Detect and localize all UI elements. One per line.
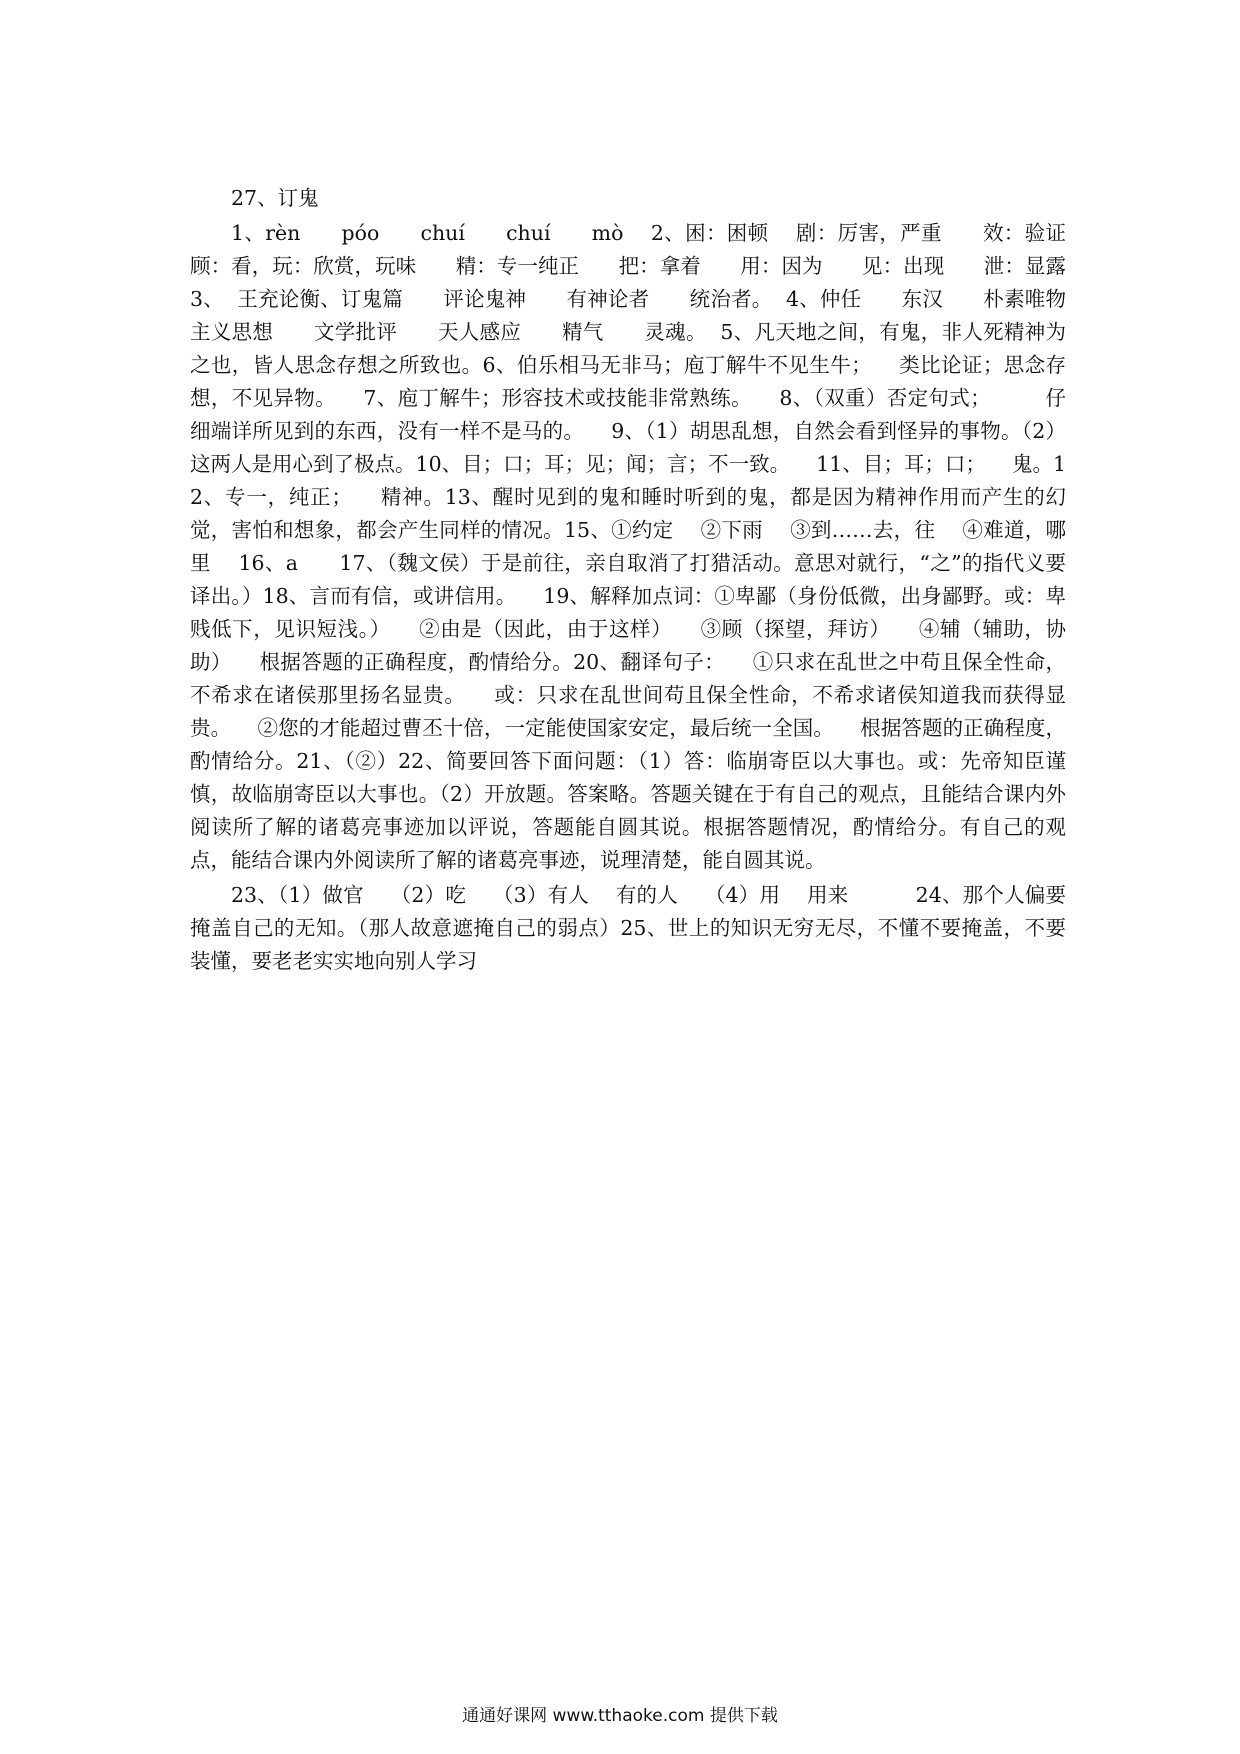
page-footer: 通通好课网 www.tthaoke.com 提供下载: [462, 1706, 778, 1726]
section-heading: 27、订鬼: [231, 186, 319, 210]
answer-paragraph-2: 23、（1）做官 （2）吃 （3）有人 有的人 （4）用 用来 24、那个人偏要掩盖自己的无知。（那人故意遮掩自己的弱点）25、世上的知识无穷无尽，不懂不要掩盖，不要装懂，要老老实实地向别人学习: [190, 883, 1066, 973]
answer-paragraph-1: 1、rèn póo chuí chuí mò 2、困：困顿 剧：厉害，严重 效：验证 顾：看，玩：欣赏，玩味 精：专一纯正 把：拿着 用：因为 见：出现 泄：显露 3、 王充论衡、订鬼篇 评论鬼神 有神论者 统治者。 4、仲任 东汉 朴素唯物主义思想 文学批评 天人感应 精气 灵魂。 5、凡天地之间，有鬼，非人死精神为之也，皆人思念存想之所致也。6、伯乐相马无非马；庖丁解牛不见生牛； 类比论证；思念存想，不见异物。 7、庖丁解牛；形容技术或技能非常熟练。 8、（双重）否定句式； 仔细端详所见到的东西，没有一样不是马的。 9、（1）胡思乱想，自然会看到怪异的事物。（2）这两人是用心到了极点。10、目；口；耳；见；闻；言；不一致。 11、目；耳；口； 鬼。12、专一，纯正； 精神。13、醒时见到的鬼和睡时听到的鬼，都是因为精神作用而产生的幻觉，害怕和想象，都会产生同样的情况。15、①约定 ②下雨 ③到……去，往 ④难道，哪里 16、a 17、（魏文侯）于是前往，亲自取消了打猎活动。意思对就行，“之”的指代义要译出。）18、言而有信，或讲信用。 19、解释加点词：①卑鄙（身份低微，出身鄙野。或：卑贱低下，见识短浅。） ②由是（因此，由于这样） ③顾（探望，拜访） ④辅（辅助，协助） 根据答题的正确程度，酌情给分。20、翻译句子： ①只求在乱世之中苟且保全性命，不希求在诸侯那里扬名显贵。 或：只求在乱世间苟且保全性命，不希求诸侯知道我而获得显贵。 ②您的才能超过曹丕十倍，一定能使国家安定，最后统一全国。 根据答题的正确程度，酌情给分。21、（②）22、简要回答下面问题：（1）答：临崩寄臣以大事也。或：先帝知臣谨慎，故临崩寄臣以大事也。（2）开放题。答案略。答题关键在于有自己的观点，且能结合课内外阅读所了解的诸葛亮事迹加以评说，答题能自圆其说。根据答题情况，酌情给分。有自己的观点，能结合课内外阅读所了解的诸葛亮事迹，说理清楚，能自圆其说。: [190, 221, 1106, 872]
answer-text-block: [190, 182, 1106, 978]
